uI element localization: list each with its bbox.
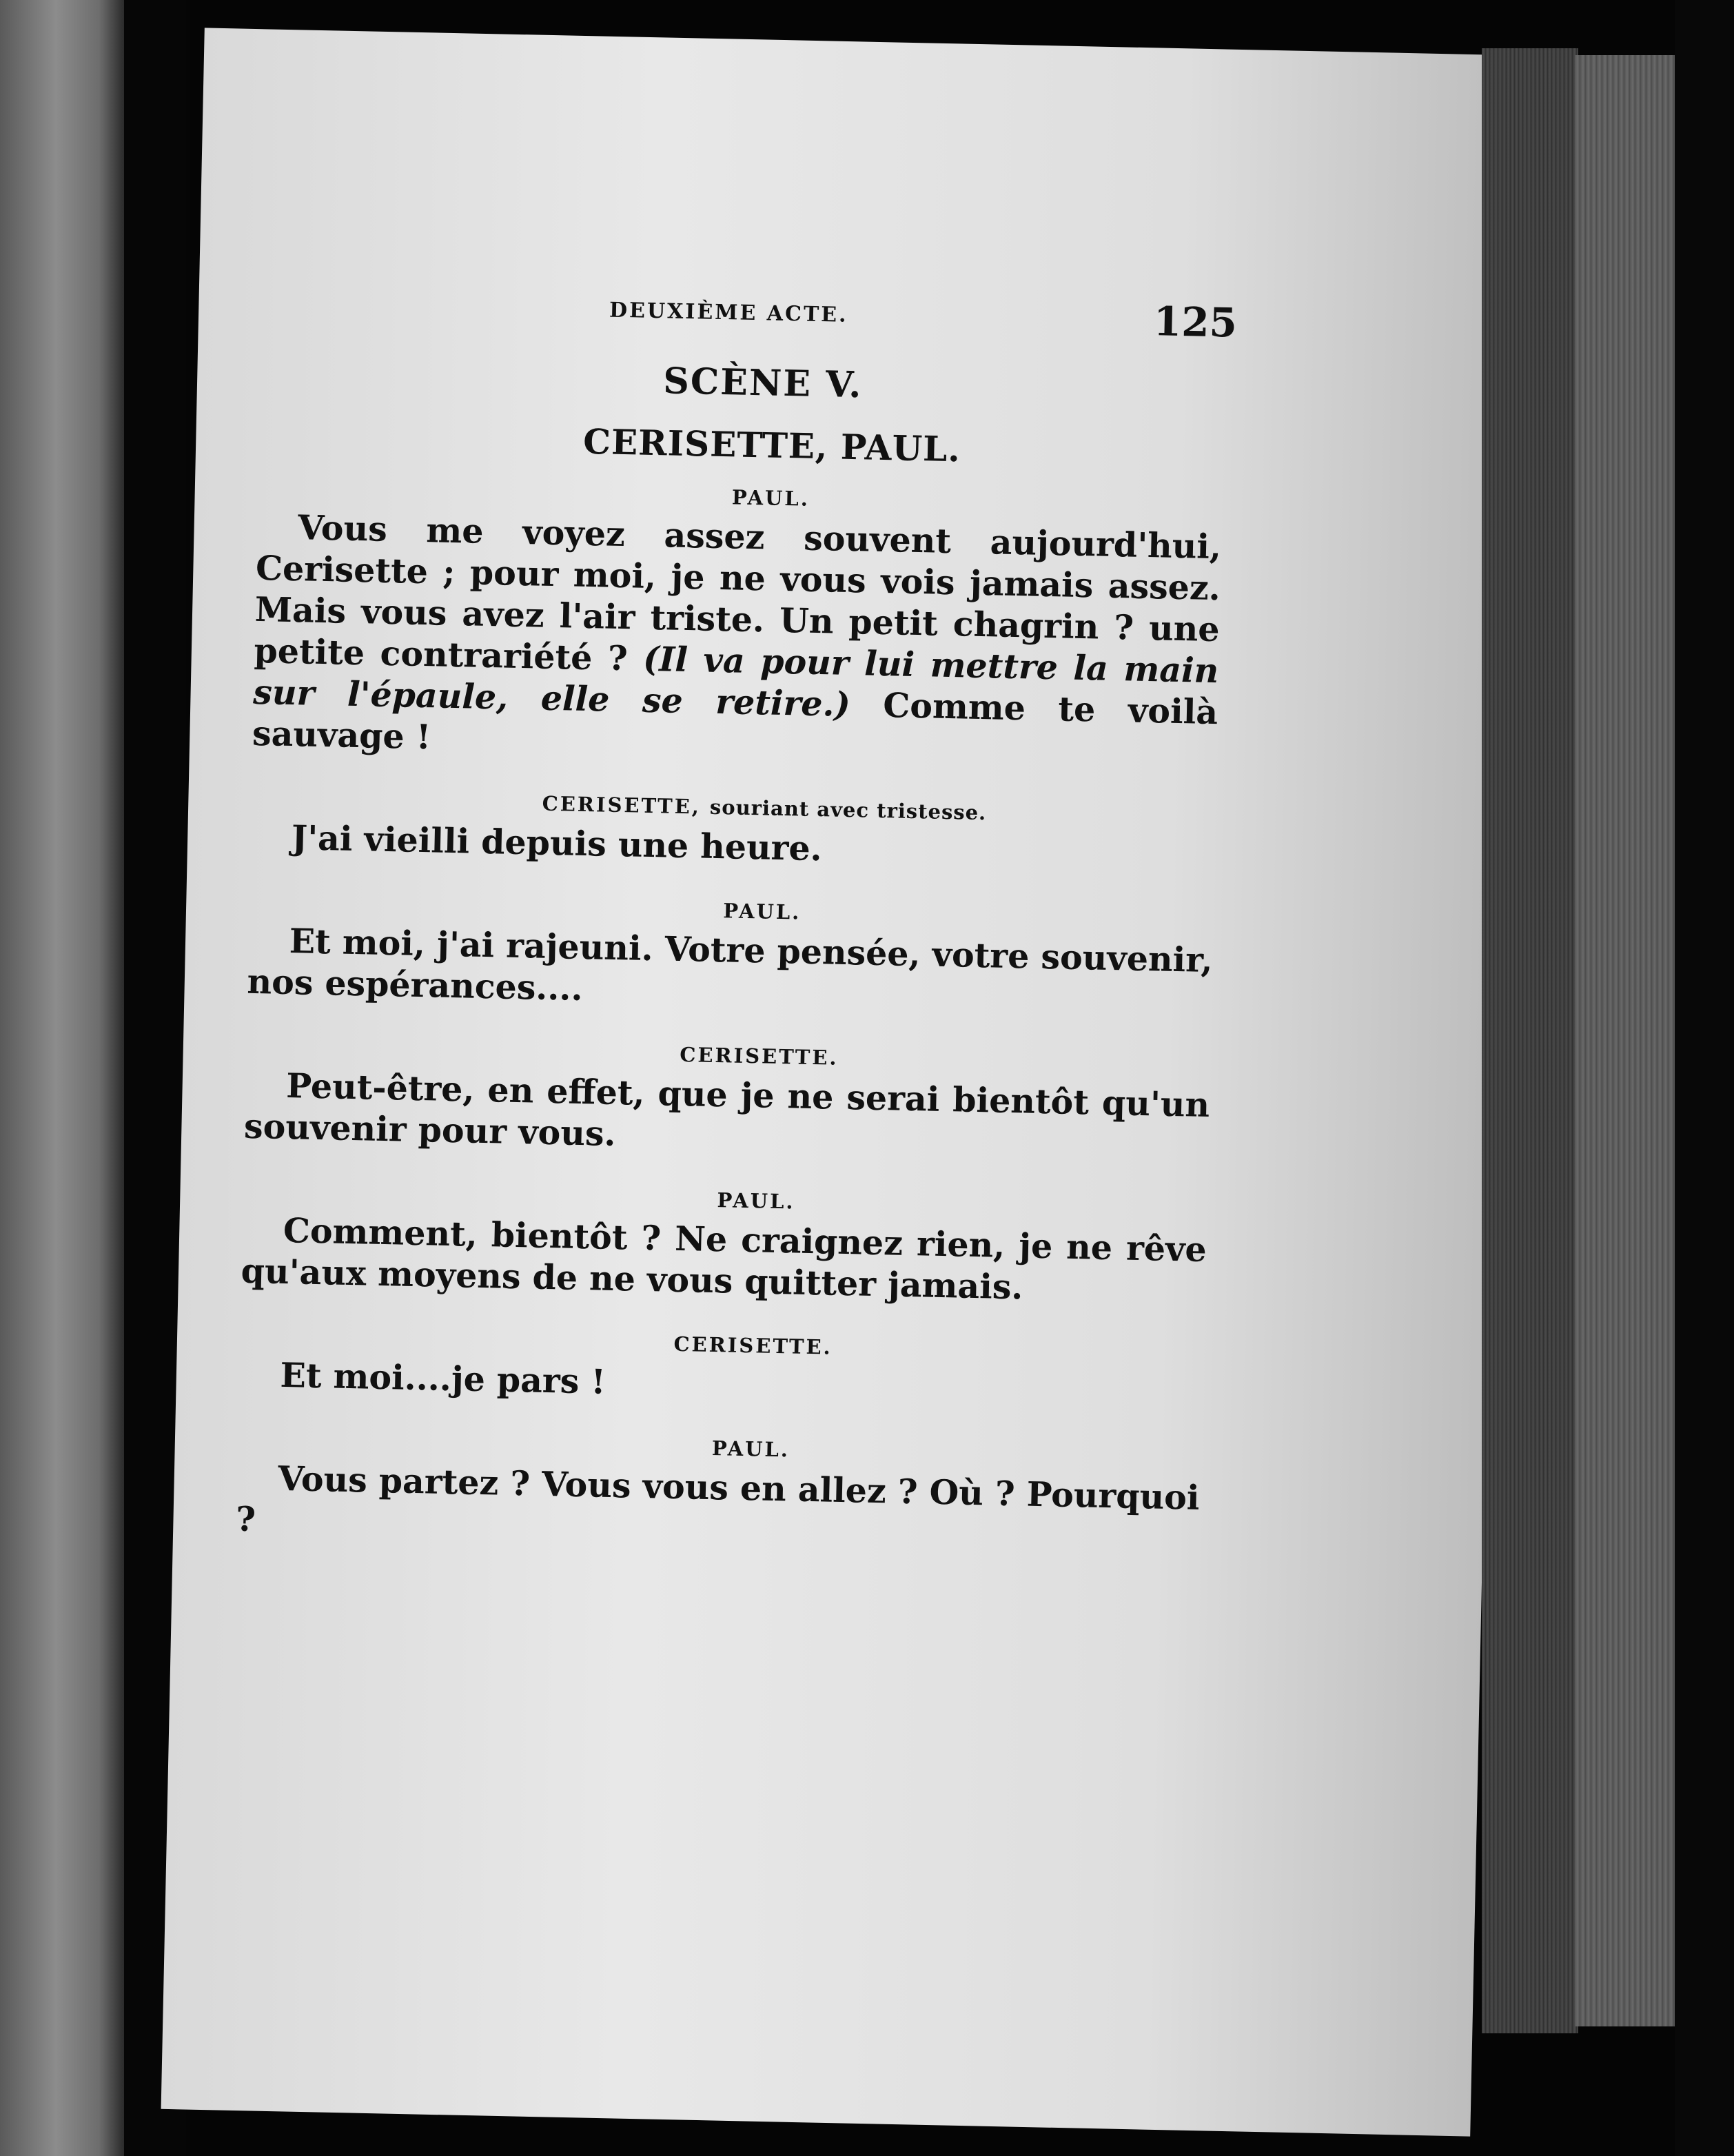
scene-title: SCÈNE V. [662,360,864,407]
running-head-act: DEUXIÈME ACTE. [609,298,848,327]
speaker-name: PAUL. [722,899,802,924]
speaker-name: CERISETTE, souriant avec tristesse. [542,791,987,825]
speaker-name: CERISETTE. [673,1332,833,1359]
speaker-direction: souriant avec tristesse. [709,795,987,825]
speaker-name: CERISETTE. [679,1042,839,1070]
page-text [235,276,1238,1591]
book-cover-edge [1575,55,1678,2026]
page-number: 125 [1153,298,1238,347]
stage-direction: (Il va pour lui mettre la main sur l'épaule, elle se retire.) [252,638,1219,725]
speaker-name: PAUL. [711,1436,790,1462]
speech-text: Vous partez ? Vous vous en allez ? Où ? Pourquoi ? [235,1458,1201,1540]
speech-text: Vous me voyez assez souvent aujourd'hui, Cerisette ; pour moi, je ne vous vois jamais assez. Mais vous avez l'air triste. Un petit chagrin ? une petite contrariété ? (Il va pour lui mettre la main sur l'épaule, elle se retire.) Comme te voilà sauvage ! [252,507,1222,757]
scene-characters: CERISETTE, PAUL. [582,420,961,470]
speech-text: Comment, bientôt ? Ne craignez rien, je ne rêve qu'aux moyens de ne vous quitter jamais. [241,1210,1207,1308]
speech-text: J'ai vieilli depuis une heure. [291,817,823,869]
speech-text: Peut-être, en effet, que je ne serai bientôt qu'un souvenir pour vous. [243,1066,1210,1155]
left-page-edge [0,0,124,2156]
speaker-name: PAUL. [731,485,810,511]
scan-background-right [1675,0,1734,2156]
speaker-name: PAUL. [717,1188,795,1214]
speech-text: Et moi....je pars ! [279,1354,606,1402]
page-stack-edge [1482,48,1578,2033]
speech-text: Et moi, j'ai rajeuni. Votre pensée, votre souvenir, nos espérances.... [246,921,1214,1008]
